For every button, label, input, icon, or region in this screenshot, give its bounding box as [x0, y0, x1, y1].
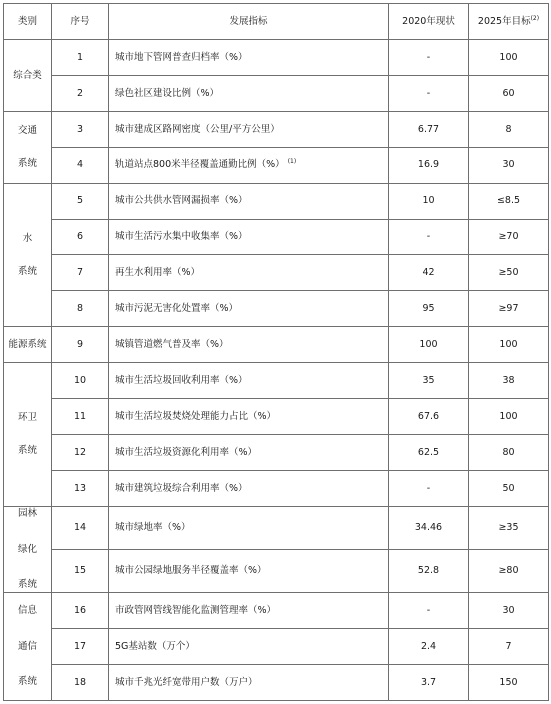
- indicator-cell: [109, 363, 389, 399]
- table-row: [4, 327, 549, 363]
- serial-number-cell: 5: [52, 183, 109, 219]
- serial-number-cell: 3: [52, 111, 109, 147]
- table-row: [4, 75, 549, 111]
- value-2025-cell: 7: [469, 629, 549, 665]
- indicator-cell: [109, 147, 389, 183]
- category-cell: [4, 363, 52, 507]
- indicator-cell: [109, 664, 389, 700]
- category-label-line: 水: [22, 232, 33, 244]
- indicator-footnote-marker: (1): [287, 158, 297, 166]
- table-row: [4, 111, 549, 147]
- category-label-line: 交通: [17, 124, 37, 136]
- indicator-cell: [109, 549, 389, 592]
- indicator-text: 城市建成区路网密度（公里/平方公里）: [115, 123, 280, 135]
- value-2020-cell: 100: [389, 327, 469, 363]
- serial-number-cell: 18: [52, 664, 109, 700]
- indicator-text: 城市污泥无害化处置率（%）: [115, 303, 239, 315]
- serial-number-cell: 1: [52, 40, 109, 76]
- serial-number-cell: 14: [52, 506, 109, 549]
- value-2025-cell: 50: [469, 470, 549, 506]
- serial-number-cell: 9: [52, 327, 109, 363]
- serial-number-cell: 4: [52, 147, 109, 183]
- value-2020-cell: 95: [389, 291, 469, 327]
- indicator-cell: [109, 593, 389, 629]
- indicator-text: 城市生活污水集中收集率（%）: [115, 231, 248, 243]
- value-2020-cell: 62.5: [389, 434, 469, 470]
- category-label-line: 系统: [17, 158, 37, 170]
- indicator-cell: [109, 75, 389, 111]
- category-cell: [4, 111, 52, 183]
- indicator-text: 轨道站点800米半径覆盖通勤比例（%）: [115, 159, 285, 171]
- category-label-line: 系统: [17, 265, 37, 277]
- indicator-cell: [109, 629, 389, 665]
- indicator-text: 城市地下管网普查归档率（%）: [115, 51, 248, 63]
- value-2025-cell: ≥70: [469, 219, 549, 255]
- serial-number-cell: 11: [52, 399, 109, 435]
- table-row: [4, 255, 549, 291]
- value-2020-cell: 34.46: [389, 506, 469, 549]
- value-2020-cell: 35: [389, 363, 469, 399]
- value-2025-cell: 100: [469, 399, 549, 435]
- header-indicator: 发展指标: [109, 4, 389, 40]
- indicator-cell: [109, 434, 389, 470]
- table-row: [4, 506, 549, 549]
- table-row: [4, 434, 549, 470]
- table-row: [4, 549, 549, 592]
- indicator-cell: [109, 111, 389, 147]
- category-cell: [4, 593, 52, 701]
- serial-number-cell: 13: [52, 470, 109, 506]
- serial-number-cell: 6: [52, 219, 109, 255]
- indicator-cell: [109, 506, 389, 549]
- header-2025-target-label: 2025年目标: [477, 15, 531, 27]
- table-row: [4, 183, 549, 219]
- header-2025-target: [469, 4, 549, 40]
- category-label-line: 综合类: [13, 69, 42, 81]
- table-row: [4, 219, 549, 255]
- category-label-line: 信息: [17, 605, 37, 617]
- indicator-text: 城市建筑垃圾综合利用率（%）: [115, 482, 248, 494]
- value-2020-cell: 67.6: [389, 399, 469, 435]
- indicator-cell: [109, 291, 389, 327]
- development-indicators-table: [3, 3, 549, 701]
- value-2025-cell: 8: [469, 111, 549, 147]
- indicator-text: 城市公共供水管网漏损率（%）: [115, 195, 248, 207]
- table-header-row: [4, 4, 549, 40]
- serial-number-cell: 12: [52, 434, 109, 470]
- category-label-line: 环卫: [17, 412, 37, 424]
- value-2020-cell: 52.8: [389, 549, 469, 592]
- category-cell: [4, 327, 52, 363]
- indicator-cell: [109, 219, 389, 255]
- category-cell: [4, 506, 52, 592]
- value-2025-cell: 30: [469, 147, 549, 183]
- category-label-line: 系统: [17, 579, 37, 591]
- indicator-text: 城市公园绿地服务半径覆盖率（%）: [115, 565, 267, 577]
- indicator-cell: [109, 183, 389, 219]
- serial-number-cell: 16: [52, 593, 109, 629]
- indicator-text: 城市生活垃圾焚烧处理能力占比（%）: [115, 410, 277, 422]
- category-cell: [4, 40, 52, 112]
- header-2025-target-note: (2): [530, 14, 540, 22]
- value-2020-cell: -: [389, 219, 469, 255]
- category-label-line: 系统: [17, 445, 37, 457]
- serial-number-cell: 10: [52, 363, 109, 399]
- indicator-text: 城镇管道燃气普及率（%）: [115, 339, 229, 350]
- header-2020-status: 2020年现状: [389, 4, 469, 40]
- value-2025-cell: 100: [469, 327, 549, 363]
- indicator-text: 市政管网管线智能化监测管理率（%）: [115, 604, 277, 616]
- value-2020-cell: -: [389, 40, 469, 76]
- serial-number-cell: 2: [52, 75, 109, 111]
- value-2025-cell: ≥97: [469, 291, 549, 327]
- serial-number-cell: 17: [52, 629, 109, 665]
- header-category: 类别: [4, 4, 52, 40]
- value-2020-cell: 6.77: [389, 111, 469, 147]
- table-row: [4, 593, 549, 629]
- indicator-text: 城市千兆光纤宽带用户数（万户）: [115, 676, 258, 688]
- category-label-line: 能源系统: [8, 339, 47, 350]
- indicator-cell: [109, 255, 389, 291]
- indicator-text: 城市绿地率（%）: [115, 522, 191, 534]
- indicator-cell: [109, 327, 389, 363]
- table-row: [4, 40, 549, 76]
- indicator-text: 城市生活垃圾资源化利用率（%）: [115, 446, 258, 458]
- value-2025-cell: ≥50: [469, 255, 549, 291]
- indicator-cell: [109, 399, 389, 435]
- indicator-text: 再生水利用率（%）: [115, 267, 201, 279]
- value-2025-cell: 80: [469, 434, 549, 470]
- value-2020-cell: 10: [389, 183, 469, 219]
- indicator-text: 绿色社区建设比例（%）: [115, 87, 220, 99]
- indicator-text: 城市生活垃圾回收利用率（%）: [115, 374, 248, 386]
- serial-number-cell: 8: [52, 291, 109, 327]
- value-2020-cell: 42: [389, 255, 469, 291]
- value-2025-cell: ≤8.5: [469, 183, 549, 219]
- value-2025-cell: 150: [469, 664, 549, 700]
- value-2025-cell: 100: [469, 40, 549, 76]
- indicator-cell: [109, 40, 389, 76]
- table-row: [4, 147, 549, 183]
- table-row: [4, 629, 549, 665]
- table-row: [4, 399, 549, 435]
- header-serial-number: 序号: [52, 4, 109, 40]
- value-2020-cell: -: [389, 593, 469, 629]
- category-label-line: 园林: [17, 508, 37, 520]
- table-row: [4, 363, 549, 399]
- category-cell: [4, 183, 52, 327]
- category-label-line: 绿化: [17, 543, 37, 555]
- value-2025-cell: 30: [469, 593, 549, 629]
- value-2020-cell: -: [389, 470, 469, 506]
- serial-number-cell: 7: [52, 255, 109, 291]
- value-2020-cell: 2.4: [389, 629, 469, 665]
- table-body: [4, 40, 549, 701]
- value-2025-cell: ≥80: [469, 549, 549, 592]
- value-2025-cell: 60: [469, 75, 549, 111]
- table-row: [4, 291, 549, 327]
- value-2020-cell: 3.7: [389, 664, 469, 700]
- serial-number-cell: 15: [52, 549, 109, 592]
- category-label-line: 通信: [17, 640, 37, 652]
- indicator-cell: [109, 470, 389, 506]
- value-2020-cell: -: [389, 75, 469, 111]
- table-row: [4, 470, 549, 506]
- category-label-line: 系统: [17, 676, 37, 688]
- value-2025-cell: 38: [469, 363, 549, 399]
- value-2020-cell: 16.9: [389, 147, 469, 183]
- indicator-text: 5G基站数（万个）: [115, 640, 195, 652]
- table-row: [4, 664, 549, 700]
- value-2025-cell: ≥35: [469, 506, 549, 549]
